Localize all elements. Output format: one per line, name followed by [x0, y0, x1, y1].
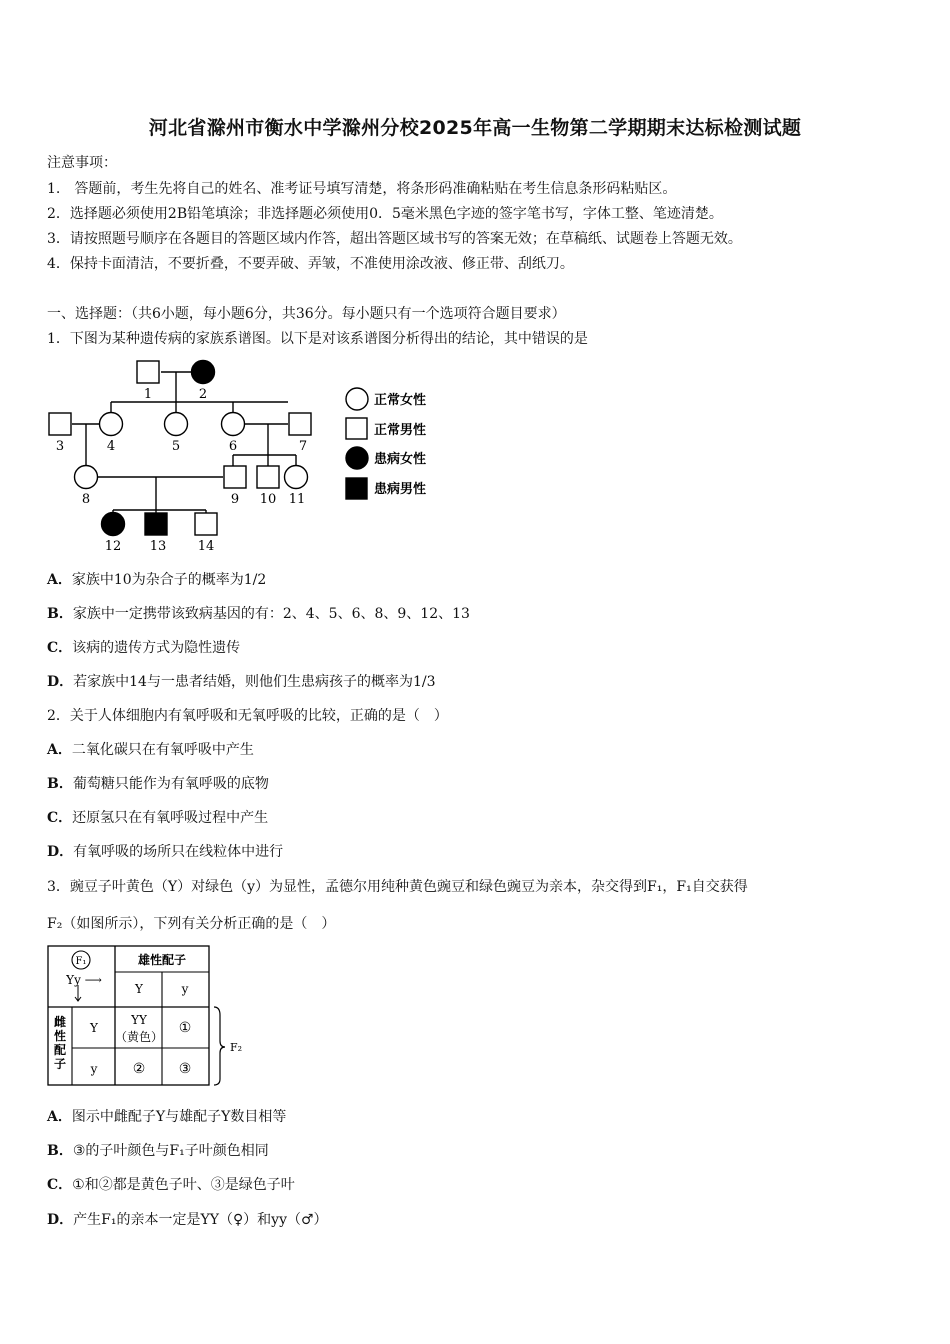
option-label: B．	[47, 606, 73, 622]
pedigree-label-9: 9	[230, 492, 240, 507]
pedigree-individual-10	[257, 466, 279, 488]
female-header-char-4: 子	[53, 1057, 67, 1071]
legend-normal-female-label: 正常女性	[374, 393, 427, 408]
q3-stem-line1: 3．豌豆子叶黄色（Y）对绿色（y）为显性，孟德尔用纯种黄色豌豆和绿色豌豆为亲本，杂交得到F₁，F₁自交获得	[47, 879, 748, 895]
pedigree-label-11: 11	[288, 492, 306, 507]
option-text: ①和②都是黄色子叶、③是绿色子叶	[72, 1177, 295, 1193]
yy-arrow-label: Yy ⟶	[66, 973, 102, 987]
pedigree-individual-13	[145, 513, 167, 535]
pedigree-label-1: 1	[143, 387, 153, 402]
pedigree-label-5: 5	[171, 439, 181, 454]
pedigree-diagram	[40, 352, 460, 557]
option-text: ③的子叶颜色与F₁子叶颜色相同	[72, 1143, 269, 1159]
option-text: 图示中雌配子Y与雄配子Y数目相等	[71, 1109, 287, 1125]
legend-affected-female-icon	[346, 447, 368, 469]
pedigree-label-2: 2	[198, 387, 208, 402]
q2-stem: 2．关于人体细胞内有氧呼吸和无氧呼吸的比较，正确的是（ ）	[47, 708, 448, 724]
q2-option-c[interactable]	[47, 807, 268, 827]
female-gamete-y: y	[90, 1062, 98, 1076]
option-label: A．	[47, 572, 72, 588]
pedigree-individual-7	[289, 413, 311, 435]
option-label: C．	[47, 1177, 73, 1193]
punnett-square	[44, 943, 254, 1091]
pedigree-individual-1	[137, 361, 159, 383]
pedigree-individual-9	[224, 466, 246, 488]
notice-heading: 注意事项：	[47, 155, 117, 171]
option-text: 该病的遗传方式为隐性遗传	[72, 640, 241, 656]
q2-option-b[interactable]	[47, 773, 269, 793]
option-label: C．	[47, 640, 73, 656]
cell-YY-yellow: （黄色）	[114, 1030, 164, 1044]
pedigree-individual-12	[102, 513, 125, 536]
male-gamete-Y: Y	[135, 982, 143, 996]
option-text: 家族中一定携带该致病基因的有：2、4、5、6、8、9、12、13	[72, 606, 470, 622]
q3-option-d[interactable]	[47, 1209, 328, 1229]
legend-normal-male-icon	[346, 418, 367, 439]
section-heading: 一、选择题：（共6小题，每小题6分，共36分。每小题只有一个选项符合题目要求）	[47, 306, 566, 322]
q1-stem: 1．下图为某种遗传病的家族系谱图。以下是对该系谱图分析得出的结论，其中错误的是	[47, 331, 588, 347]
legend-normal-female-icon	[346, 388, 368, 410]
option-text: 产生F₁的亲本一定是YY（♀）和yy（♂）	[73, 1212, 328, 1228]
pedigree-label-4: 4	[106, 439, 116, 454]
pedigree-individual-14	[195, 513, 217, 535]
pedigree-label-10: 10	[259, 492, 277, 507]
q1-option-c[interactable]	[47, 637, 240, 657]
option-label: D．	[47, 1212, 74, 1228]
q1-option-a[interactable]	[47, 569, 266, 589]
q1-option-b[interactable]	[47, 603, 470, 623]
legend-affected-female-label: 患病女性	[374, 452, 427, 467]
q2-option-a[interactable]	[47, 739, 254, 759]
option-label: D．	[47, 844, 74, 860]
pedigree-individual-3	[49, 413, 71, 435]
q2-option-d[interactable]	[47, 841, 283, 861]
option-text: 二氧化碳只在有氧呼吸中产生	[71, 742, 254, 758]
legend-affected-male-icon	[346, 478, 367, 499]
cell-1: ①	[178, 1020, 192, 1036]
female-header-char-2: 性	[53, 1029, 67, 1043]
pedigree-label-7: 7	[298, 439, 308, 454]
pedigree-label-8: 8	[81, 492, 91, 507]
notice-item-3: 3．请按照题号顺序在各题目的答题区域内作答，超出答题区域书写的答案无效；在草稿纸、试题卷上答题无效。	[47, 231, 742, 247]
q3-option-b[interactable]	[47, 1140, 269, 1160]
option-text: 葡萄糖只能作为有氧呼吸的底物	[72, 776, 269, 792]
q1-option-d[interactable]	[47, 671, 436, 691]
page-title: 河北省滁州市衡水中学滁州分校2025年高一生物第二学期期末达标检测试题	[148, 117, 802, 139]
female-header-char-1: 雌	[53, 1015, 67, 1029]
pedigree-individual-5	[165, 413, 188, 436]
q3-stem-line2: F₂（如图所示），下列有关分析正确的是（ ）	[47, 916, 336, 932]
pedigree-label-13: 13	[149, 539, 167, 554]
option-label: C．	[47, 810, 73, 826]
female-gamete-Y: Y	[90, 1021, 98, 1035]
option-label: B．	[47, 1143, 73, 1159]
pedigree-individual-2	[192, 361, 215, 384]
notice-item-2: 2．选择题必须使用2B铅笔填涂；非选择题必须使用0．5毫米黑色字迹的签字笔书写，字体工整、笔迹清楚。	[47, 206, 723, 222]
cell-YY: YY	[131, 1013, 147, 1027]
legend-normal-male-label: 正常男性	[374, 423, 427, 438]
option-label: B．	[47, 776, 73, 792]
option-text: 家族中10为杂合子的概率为1/2	[71, 572, 267, 588]
cell-2: ②	[132, 1061, 146, 1077]
option-text: 有氧呼吸的场所只在线粒体中进行	[73, 844, 284, 860]
pedigree-label-3: 3	[55, 439, 65, 454]
f2-label: F₂	[229, 1041, 243, 1054]
q3-option-a[interactable]	[47, 1106, 286, 1126]
q3-option-c[interactable]	[47, 1174, 295, 1194]
pedigree-individual-4	[100, 413, 123, 436]
pedigree-label-6: 6	[228, 439, 238, 454]
option-text: 若家族中14与一患者结婚，则他们生患病孩子的概率为1/3	[73, 674, 436, 690]
option-label: A．	[47, 1109, 72, 1125]
option-text: 还原氢只在有氧呼吸过程中产生	[72, 810, 269, 826]
pedigree-label-14: 14	[197, 539, 215, 554]
notice-item-4: 4．保持卡面清洁，不要折叠，不要弄破、弄皱，不准使用涂改液、修正带、刮纸刀。	[47, 256, 574, 272]
pedigree-label-12: 12	[104, 539, 122, 554]
pedigree-individual-6	[222, 413, 245, 436]
male-gamete-y: y	[181, 982, 189, 996]
pedigree-individual-11	[285, 466, 308, 489]
legend-affected-male-label: 患病男性	[374, 482, 427, 497]
pedigree-individual-8	[75, 466, 98, 489]
option-label: A．	[47, 742, 72, 758]
f1-label: F₁	[75, 956, 87, 967]
notice-item-1: 1. 答题前，考生先将自己的姓名、准考证号填写清楚，将条形码准确粘贴在考生信息条形码粘贴区。	[47, 181, 677, 197]
male-gamete-header: 雄性配子	[137, 953, 187, 967]
female-header-char-3: 配	[53, 1043, 67, 1057]
f2-brace	[214, 1007, 225, 1085]
option-label: D．	[47, 674, 74, 690]
cell-3: ③	[178, 1061, 192, 1077]
